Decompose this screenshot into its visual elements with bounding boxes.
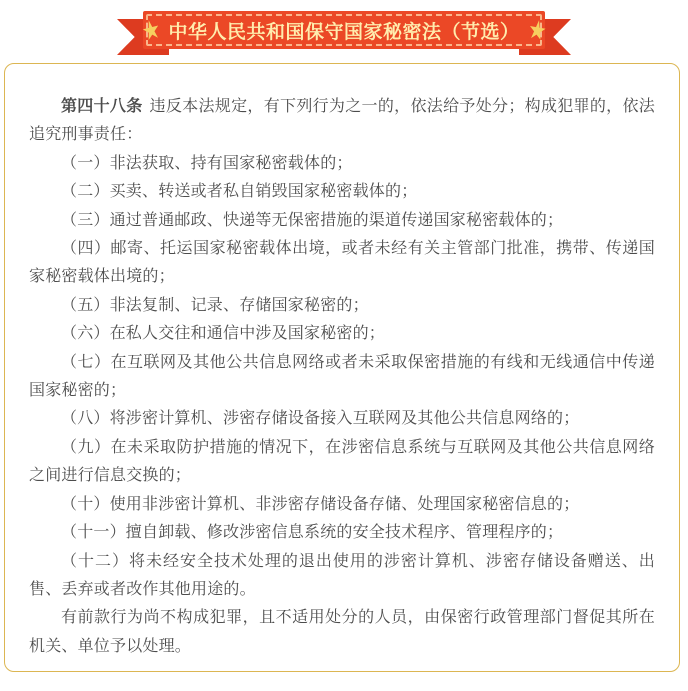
law-item: （十二）将未经安全技术处理的退出使用的涉密计算机、涉密存储设备赠送、出售、丢弃或者改作其他用途的。 (29, 550, 655, 598)
article-number: 第四十八条 (61, 96, 143, 115)
star-icon (527, 18, 547, 42)
law-item: （六）在私人交往和通信中涉及国家秘密的； (61, 323, 386, 343)
law-item: （四）邮寄、托运国家秘密载体出境，或者未经有关主管部门批准，携带、传递国家秘密载体出境的； (29, 238, 655, 286)
law-item: （十一）擅自卸载、修改涉密信息系统的安全技术程序、管理程序的； (61, 522, 564, 542)
law-item: （九）在未采取防护措施的情况下，在涉密信息系统与互联网及其他公共信息网络之间进行信息交换的； (29, 436, 655, 485)
law-item: （十）使用非涉密计算机、非涉密存储设备存储、处理国家秘密信息的； (61, 493, 580, 513)
law-item: （八）将涉密计算机、涉密存储设备接入互联网及其他公共信息网络的； (61, 408, 580, 428)
law-item: （七）在互联网及其他公共信息网络或者未采取保密措施的有线和无线通信中传递国家秘密的； (29, 351, 655, 400)
ribbon-band (143, 11, 545, 49)
article-intro-paragraph (29, 92, 655, 149)
law-item: （一）非法获取、持有国家秘密载体的； (61, 152, 353, 172)
law-text-box (4, 63, 680, 672)
closing-paragraph: 有前款行为尚不构成犯罪，且不适用处分的人员，由保密行政管理部门督促其所在机关、单位予以处理。 (29, 607, 655, 655)
law-item: （二）买卖、转送或者私自销毁国家秘密载体的； (61, 181, 418, 201)
banner-title: 中华人民共和国保守国家秘密法（节选） (168, 20, 520, 43)
title-banner (0, 0, 688, 63)
star-icon (141, 18, 162, 42)
article-intro-text: 违反本法规定，有下列行为之一的，依法给予处分；构成犯罪的，依法追究刑事责任： (29, 96, 655, 144)
law-item: （五）非法复制、记录、存储国家秘密的； (61, 294, 369, 314)
law-item: （三）通过普通邮政、快递等无保密措施的渠道传递国家秘密载体的； (61, 209, 564, 229)
law-items (29, 149, 655, 604)
